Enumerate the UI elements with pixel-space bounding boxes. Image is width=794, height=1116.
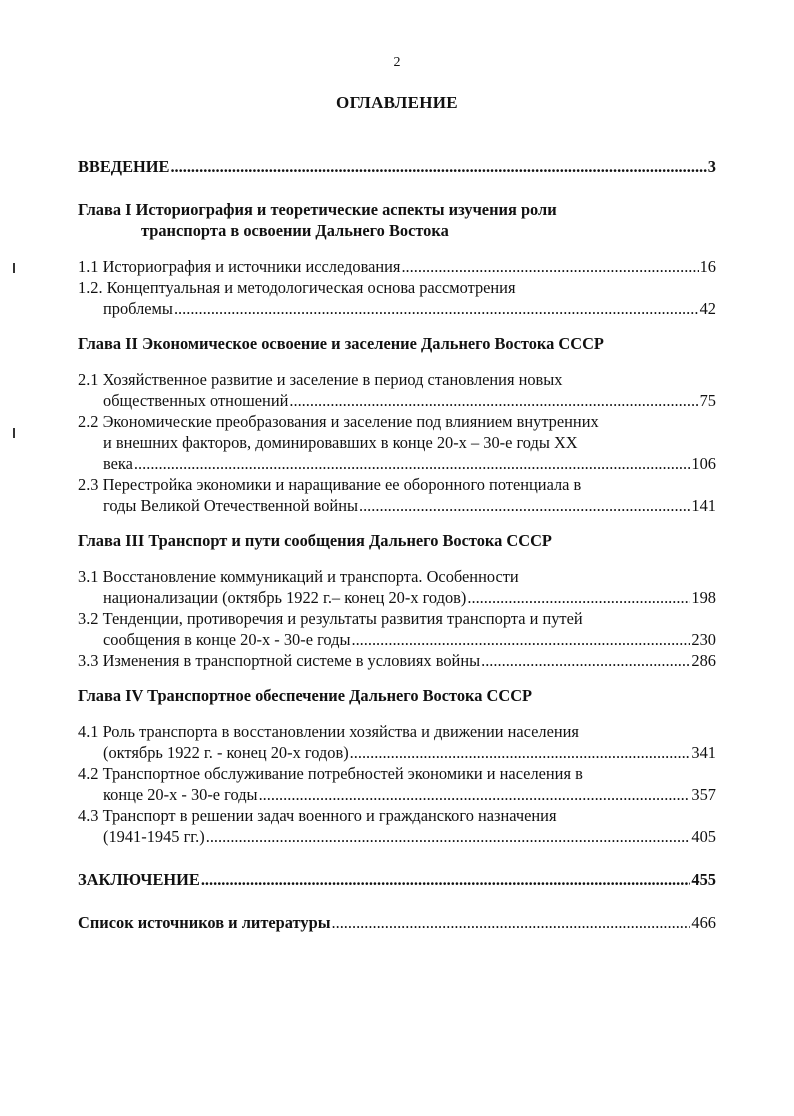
page-title: ОГЛАВЛЕНИЕ: [336, 93, 458, 112]
toc-entry-section[interactable]: [78, 453, 716, 474]
dot-leader: [401, 256, 698, 277]
table-of-contents: [78, 156, 716, 933]
dot-leader: [351, 629, 690, 650]
toc-entry-label: 1.1 Историография и источники исследования: [78, 257, 401, 276]
page-number: 2: [393, 55, 401, 70]
toc-entry-page: 455: [691, 870, 716, 889]
toc-entry-page: 466: [691, 913, 716, 932]
toc-entry-bibliography[interactable]: [78, 912, 716, 933]
toc-entry-section[interactable]: [78, 587, 716, 608]
toc-entry-label[interactable]: 3.2 Тенденции, противоречия и результаты развития транспорта и путей: [78, 609, 583, 628]
toc-entry-label: ВВЕДЕНИЕ: [78, 157, 170, 176]
toc-entry-label-continuation: национализации (октябрь 1922 г.– конец 20-х годов): [103, 588, 467, 607]
dot-leader: [350, 742, 691, 763]
toc-entry-page: 75: [699, 391, 716, 410]
chapter-heading-continuation[interactable]: транспорта в освоении Дальнего Востока: [141, 221, 449, 240]
toc-entry-page: 106: [691, 454, 716, 473]
chapter-heading[interactable]: Глава IV Транспортное обеспечение Дальнего Востока СССР: [78, 686, 533, 705]
dot-leader: [174, 298, 699, 319]
toc-entry-section[interactable]: [78, 784, 716, 805]
toc-entry-conclusion[interactable]: [78, 869, 716, 890]
toc-entry-page: 341: [691, 743, 716, 762]
dot-leader: [206, 826, 691, 847]
margin-mark: [13, 263, 15, 273]
toc-entry-label-continuation: конце 20-х - 30-е годы: [103, 785, 258, 804]
toc-entry-section[interactable]: [78, 495, 716, 516]
toc-entry-label: Список источников и литературы: [78, 913, 331, 932]
toc-entry-section[interactable]: [78, 629, 716, 650]
toc-entry-introduction[interactable]: [78, 156, 716, 177]
dot-leader: [481, 650, 690, 671]
chapter-heading[interactable]: Глава I Историография и теоретические аспекты изучения роли: [78, 200, 557, 219]
dot-leader: [467, 587, 690, 608]
toc-entry-section[interactable]: [78, 298, 716, 319]
toc-entry-section[interactable]: [78, 650, 716, 671]
toc-entry-label-continuation: века: [103, 454, 133, 473]
toc-entry-page: 230: [691, 630, 716, 649]
toc-entry-label: 3.3 Изменения в транспортной системе в условиях войны: [78, 651, 481, 670]
chapter-heading[interactable]: Глава III Транспорт и пути сообщения Дальнего Востока СССР: [78, 531, 552, 550]
toc-entry-label[interactable]: 2.2 Экономические преобразования и заселение под влиянием внутренних: [78, 412, 599, 431]
toc-entry-label[interactable]: 4.3 Транспорт в решении задач военного и гражданского назначения: [78, 806, 557, 825]
chapter-heading[interactable]: Глава II Экономическое освоение и заселение Дальнего Востока СССР: [78, 334, 604, 353]
toc-entry-label: ЗАКЛЮЧЕНИЕ: [78, 870, 200, 889]
dot-leader: [289, 390, 698, 411]
toc-entry-label-continuation: общественных отношений: [103, 391, 289, 410]
toc-entry-label[interactable]: 4.2 Транспортное обслуживание потребностей экономики и населения в: [78, 764, 583, 783]
toc-entry-section[interactable]: [78, 390, 716, 411]
toc-entry-section[interactable]: [78, 826, 716, 847]
toc-entry-label-continuation: сообщения в конце 20-х - 30-е годы: [103, 630, 351, 649]
toc-entry-page: 198: [691, 588, 716, 607]
dot-leader: [332, 912, 691, 933]
dot-leader: [359, 495, 690, 516]
toc-entry-section[interactable]: [78, 742, 716, 763]
toc-entry-label-continuation: проблемы: [103, 299, 173, 318]
margin-mark: [13, 428, 15, 438]
toc-entry-label[interactable]: 2.3 Перестройка экономики и наращивание ее оборонного потенциала в: [78, 475, 582, 494]
toc-entry-page: 141: [691, 496, 716, 515]
toc-entry-page: 42: [699, 299, 716, 318]
toc-entry-page: 286: [691, 651, 716, 670]
toc-entry-label[interactable]: 3.1 Восстановление коммуникаций и транспорта. Особенности: [78, 567, 519, 586]
toc-entry-label-continuation: (октябрь 1922 г. - конец 20-х годов): [103, 743, 349, 762]
toc-entry-label[interactable]: 1.2. Концептуальная и методологическая основа рассмотрения: [78, 278, 516, 297]
toc-entry-page: 357: [691, 785, 716, 804]
dot-leader: [201, 869, 691, 890]
toc-entry-section[interactable]: [78, 256, 716, 277]
toc-entry-label[interactable]: 4.1 Роль транспорта в восстановлении хозяйства и движении населения: [78, 722, 579, 741]
toc-entry-page: 405: [691, 827, 716, 846]
toc-entry-label[interactable]: 2.1 Хозяйственное развитие и заселение в период становления новых: [78, 370, 563, 389]
dot-leader: [134, 453, 690, 474]
toc-entry-page: 16: [699, 257, 716, 276]
dot-leader: [170, 156, 706, 177]
toc-entry-label-continuation: годы Великой Отечественной войны: [103, 496, 358, 515]
toc-entry-page: 3: [707, 157, 716, 176]
dot-leader: [259, 784, 691, 805]
toc-entry-label-continuation: (1941-1945 гг.): [103, 827, 205, 846]
toc-entry-label-continuation[interactable]: и внешних факторов, доминировавших в конце 20-х – 30-е годы XX: [103, 433, 578, 452]
